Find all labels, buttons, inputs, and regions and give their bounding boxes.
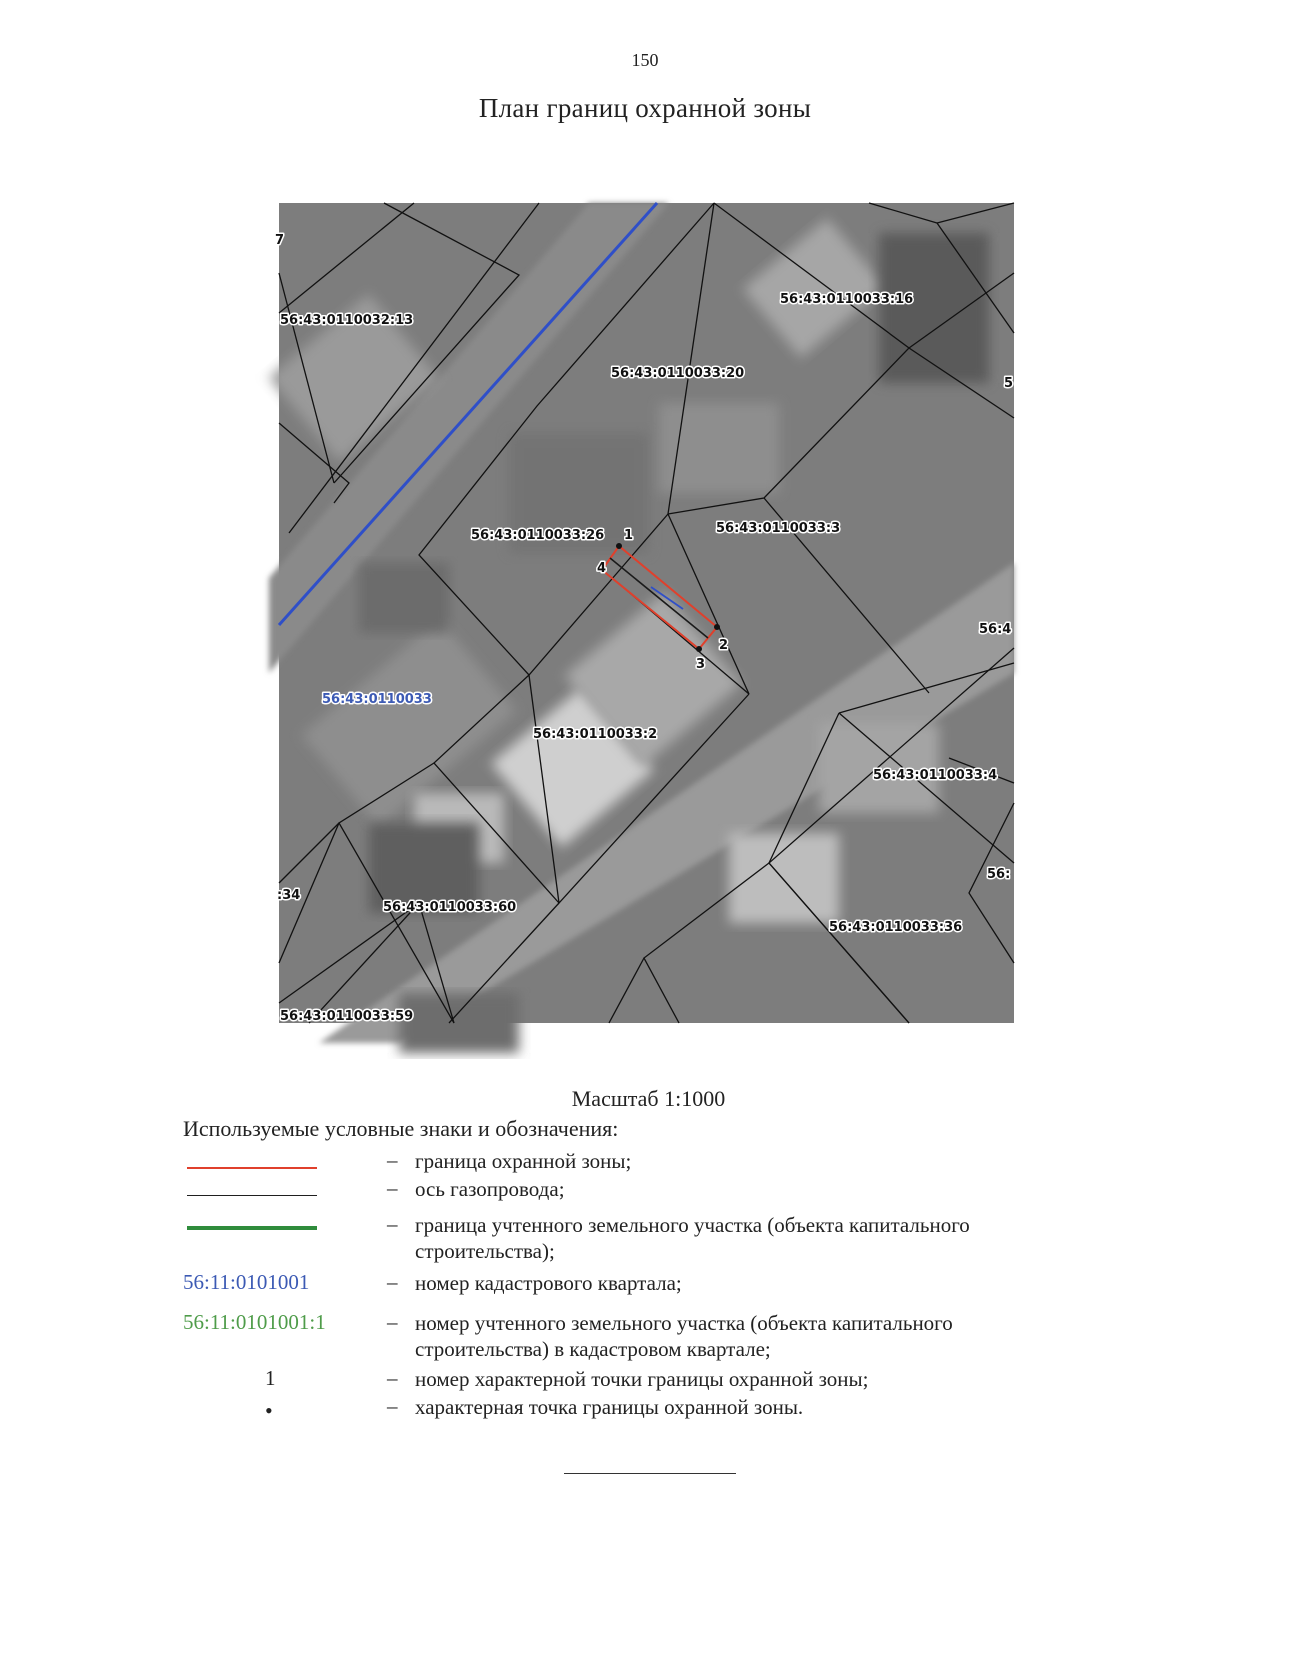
legend-item-point-marker [183,1394,1083,1424]
quarter-number-symbol: 56:11:0101001 [183,1270,310,1294]
legend-item-pipeline-axis [183,1176,1083,1206]
legend-item-protection-zone [183,1148,1083,1178]
protection-zone-line-symbol [187,1167,317,1169]
page-number: 150 [631,50,659,70]
parcel-label: 56:43:0110033:59 [280,1009,414,1024]
page-title: План границ охранной зоны [478,93,812,123]
zone-point-3-label: 3 [696,657,706,672]
parcel-boundary-line-symbol [187,1226,317,1230]
parcel-label: 5 [1004,376,1014,391]
parcel-label: 56:43:0110033:26 [471,528,605,543]
pipeline-axis-line-symbol [187,1195,317,1196]
parcel-number-symbol: 56:11:0101001:1 [183,1310,326,1334]
zone-point-3-marker [696,646,702,652]
legend-dash: – [387,1148,398,1172]
parcel-label: 56:43:0110033:60 [383,900,517,915]
legend-symbol [183,1270,333,1300]
legend-dash: – [387,1366,398,1390]
legend-desc: граница учтенного земельного участка (объекта капитального строительства); [415,1213,970,1263]
legend-item-parcel-boundary [183,1212,1083,1268]
zone-point-1-marker [616,543,622,549]
cadastral-map [275,203,1014,1024]
parcel-label: 56:43:0110033:20 [611,366,745,381]
parcel-label: 56:43:0110032:13 [280,313,414,328]
point-number-symbol: 1 [265,1366,276,1390]
scale-label: Масштаб 1:1000 [571,1086,726,1111]
parcel-label: 7 [275,233,285,248]
legend-desc: номер характерной точки границы охранной зоны; [415,1367,869,1391]
legend-symbol [183,1310,333,1340]
parcel-label: 56: [987,867,1011,882]
legend-dash: – [387,1310,398,1334]
legend-symbol [183,1176,333,1206]
legend-dash: – [387,1270,398,1294]
zone-point-4-label: 4 [596,561,606,576]
legend-symbol [183,1212,333,1242]
legend-dash: – [387,1176,398,1200]
zone-point-2-label: 2 [719,638,729,653]
parcel-label: 56:43:0110033:16 [780,292,914,307]
quarter-label: 56:43:0110033 [322,692,432,707]
legend-desc: граница охранной зоны; [415,1149,632,1173]
legend-item-quarter-number [183,1270,1083,1300]
parcel-label: :34 [277,888,301,903]
legend-desc: характерная точка границы охранной зоны. [415,1395,804,1419]
legend-symbol [183,1148,333,1178]
end-rule [564,1473,736,1474]
point-dot-symbol: • [265,1398,273,1423]
legend-symbol [183,1366,333,1396]
zone-point-1-label: 1 [624,528,634,543]
map-canvas [275,203,1014,1024]
legend-dash: – [387,1394,398,1418]
parcel-label: 56:43:0110033:2 [533,727,658,742]
parcel-label: 56:4 [979,622,1012,637]
legend-symbol [183,1394,333,1424]
legend-item-parcel-number [183,1310,1083,1366]
legend-item-point-number [183,1366,1083,1396]
legend-desc: номер учтенного земельного участка (объекта капитального строительства) в кадастровом квартале; [415,1311,953,1361]
legend-desc: ось газопровода; [415,1177,565,1201]
parcel-label: 56:43:0110033:4 [873,768,998,783]
legend-dash: – [387,1212,398,1236]
legend-title: Используемые условные знаки и обозначения: [183,1116,619,1141]
zone-point-2-marker [714,624,720,630]
legend-desc: номер кадастрового квартала; [415,1271,682,1295]
parcel-label: 56:43:0110033:3 [716,521,841,536]
parcel-label: 56:43:0110033:36 [829,920,963,935]
